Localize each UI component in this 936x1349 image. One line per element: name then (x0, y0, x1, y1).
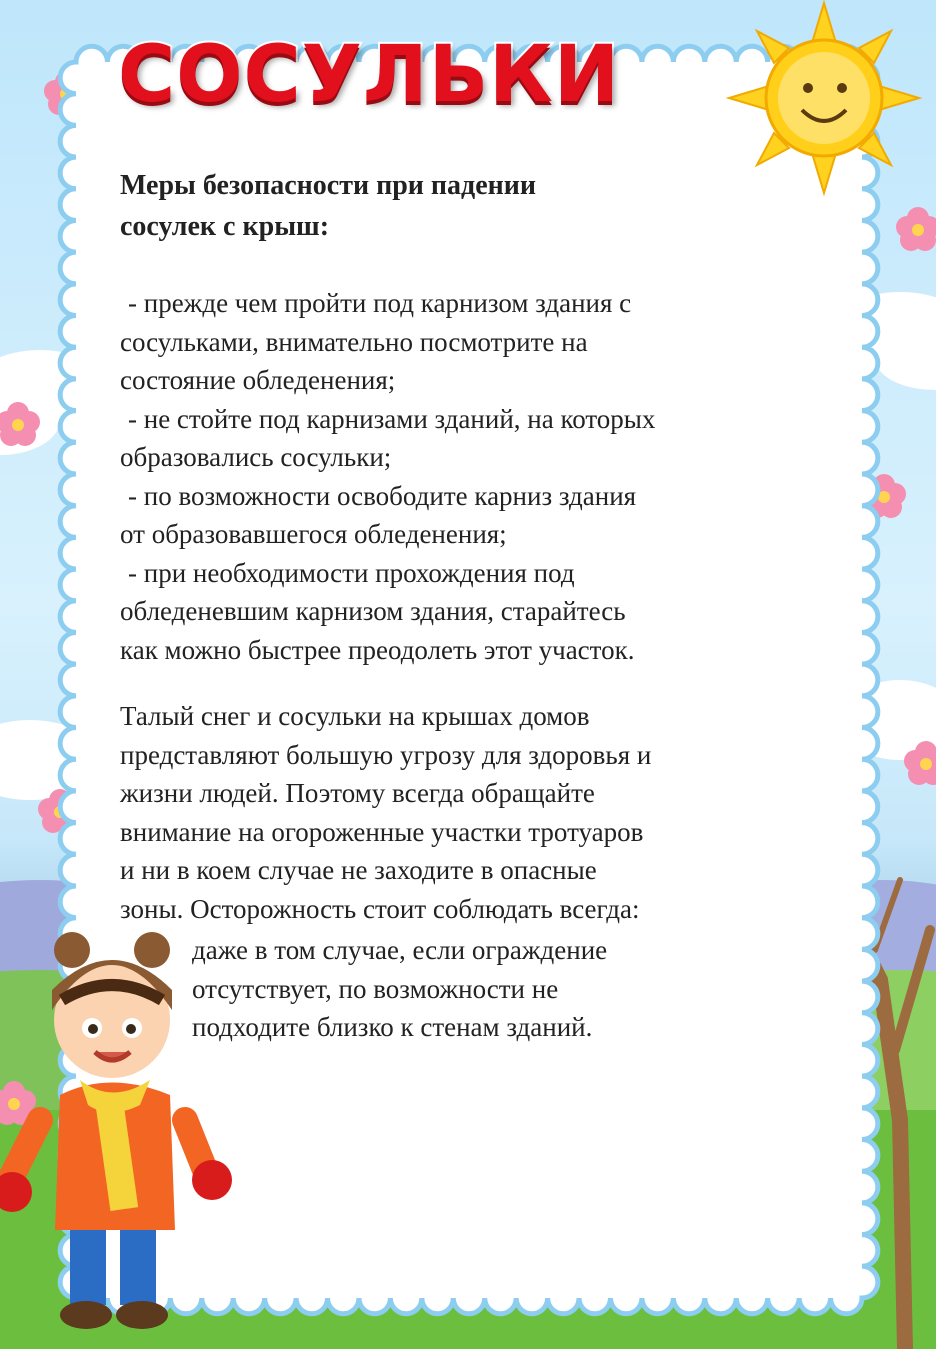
safety-rules-list (120, 284, 860, 669)
paragraph-line: даже в том случае, если ограждение (192, 935, 608, 965)
warning-paragraph-continued (192, 931, 832, 1047)
rule-line: - прежде чем пройти под карнизом здания с (128, 288, 632, 318)
mitten-icon (192, 1160, 232, 1200)
rule-line: как можно быстрее преодолеть этот участок. (120, 634, 635, 665)
poster-title: СОСУЛЬКИ (118, 30, 621, 120)
rule-line: от образовавшегося обледенения; (120, 519, 507, 549)
paragraph-line: представляют большую угрозу для здоровья и (120, 739, 652, 770)
rule-line: - не стойте под карнизами зданий, на которых (128, 403, 656, 434)
paragraph-line: внимание на огороженные участки тротуаров (120, 816, 644, 847)
rule-line: образовались сосульки; (120, 442, 392, 472)
boy-legs (60, 1215, 168, 1329)
rule-line: - по возможности освободите карниз здания (128, 480, 637, 511)
paragraph-line: подходите близко к стенам зданий. (192, 1012, 593, 1042)
heading-line: Меры безопасности при падении (120, 170, 537, 201)
paragraph-line: и ни в коем случае не заходите в опасные (120, 855, 597, 885)
paragraph-line: Талый снег и сосульки на крышах домов (120, 701, 590, 731)
rule-line: - при необходимости прохождения под (128, 557, 575, 588)
paragraph-line: жизни людей. Поэтому всегда обращайте (120, 778, 595, 808)
paragraph-line: отсутствует, по возможности не (192, 973, 559, 1004)
warning-paragraph (120, 697, 850, 928)
heading-line: сосулек с крыш: (120, 211, 330, 242)
rule-line: обледеневшим карнизом здания, старайтесь (120, 596, 626, 626)
mitten-icon (0, 1172, 32, 1212)
rule-line: сосульками, внимательно посмотрите на (120, 326, 588, 357)
safety-heading (120, 165, 840, 247)
paragraph-line: зоны. Осторожность стоит соблюдать всегда: (120, 893, 640, 924)
rule-line: состояние обледенения; (120, 365, 396, 395)
